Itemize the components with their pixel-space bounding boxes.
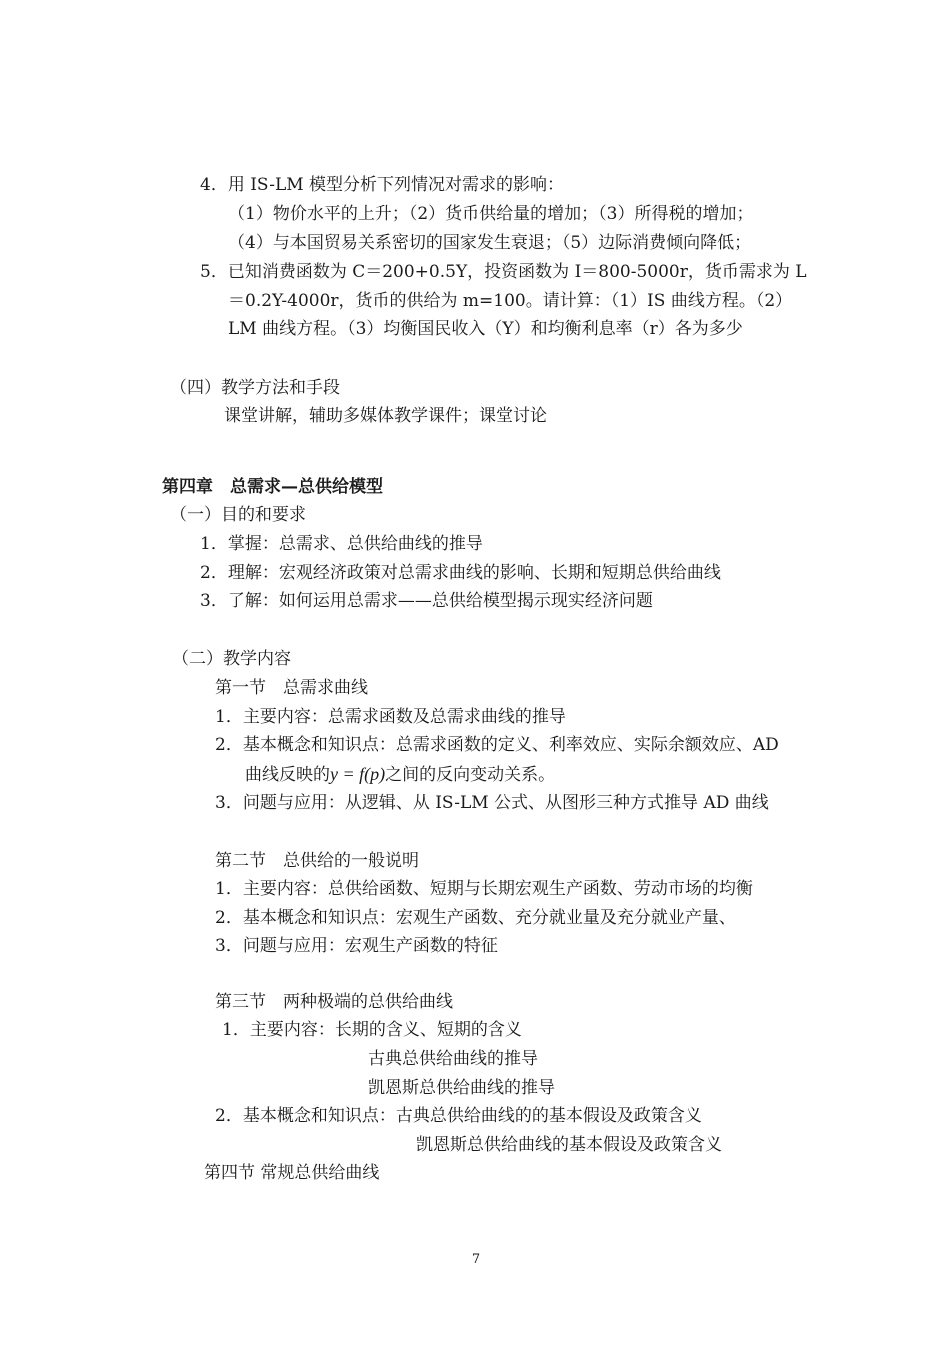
section-3-item-1: 1．主要内容：长期的含义、短期的含义 (222, 1020, 522, 1040)
section-3-item-1-b: 古典总供给曲线的推导 (368, 1049, 538, 1069)
section-2-title: 第二节 总供给的一般说明 (215, 851, 419, 871)
formula-y-equals-f-p: y = f(p) (330, 764, 386, 784)
exercise-5-line2: ＝0.2Y-4000r，货币的供给为 m=100。请计算：（1）IS 曲线方程。（2） (228, 291, 793, 311)
section-3-item-2: 2．基本概念和知识点：古典总供给曲线的的基本假设及政策含义 (215, 1106, 702, 1126)
page-number: 7 (471, 1252, 481, 1267)
section-3-item-2-b: 凯恩斯总供给曲线的基本假设及政策含义 (416, 1135, 722, 1155)
section-1-item-3: 3．问题与应用：从逻辑、从 IS-LM 公式、从图形三种方式推导 AD 曲线 (215, 793, 769, 813)
section-1-title: 第一节 总需求曲线 (215, 678, 368, 698)
exercise-5-line1: 5．已知消费函数为 C＝200+0.5Y，投资函数为 I＝800-5000r，货币需求为 L (200, 262, 807, 282)
section-heading-content: （二）教学内容 (172, 649, 291, 669)
section-2-item-1: 1．主要内容：总供给函数、短期与长期宏观生产函数、劳动市场的均衡 (215, 879, 753, 899)
section-heading-methods: （四）教学方法和手段 (170, 378, 340, 398)
chapter-title: 第四章 总需求—总供给模型 (162, 477, 383, 497)
section-4-title: 第四节 常规总供给曲线 (204, 1163, 380, 1183)
section-2-item-2: 2．基本概念和知识点：宏观生产函数、充分就业量及充分就业产量、 (215, 908, 736, 928)
text-prefix: 曲线反映的 (245, 765, 330, 785)
text-suffix: 之间的反向变动关系。 (385, 765, 556, 785)
section-1-item-2: 2．基本概念和知识点：总需求函数的定义、利率效应、实际余额效应、AD (215, 735, 779, 755)
section-2-item-3: 3．问题与应用：宏观生产函数的特征 (215, 936, 498, 956)
exercise-4: 4．用 IS-LM 模型分析下列情况对需求的影响： (200, 175, 565, 195)
goal-2: 2．理解：宏观经济政策对总需求曲线的影响、长期和短期总供给曲线 (200, 563, 721, 583)
section-1-item-2-cont (245, 762, 555, 787)
goal-1: 1．掌握：总需求、总供给曲线的推导 (200, 534, 483, 554)
section-heading-goals: （一）目的和要求 (170, 505, 306, 525)
methods-text: 课堂讲解，辅助多媒体教学课件；课堂讨论 (224, 406, 547, 426)
exercise-4-items-a: （1）物价水平的上升；（2）货币供给量的增加；（3）所得税的增加； (228, 204, 754, 224)
exercise-5-line3: LM 曲线方程。（3）均衡国民收入（Y）和均衡利息率（r）各为多少 (228, 319, 743, 339)
section-3-title: 第三节 两种极端的总供给曲线 (215, 992, 453, 1012)
goal-3: 3．了解：如何运用总需求——总供给模型揭示现实经济问题 (200, 591, 653, 611)
section-1-item-1: 1．主要内容：总需求函数及总需求曲线的推导 (215, 707, 566, 727)
section-3-item-1-c: 凯恩斯总供给曲线的推导 (368, 1078, 555, 1098)
exercise-4-items-b: （4）与本国贸易关系密切的国家发生衰退；（5）边际消费倾向降低； (228, 233, 752, 253)
